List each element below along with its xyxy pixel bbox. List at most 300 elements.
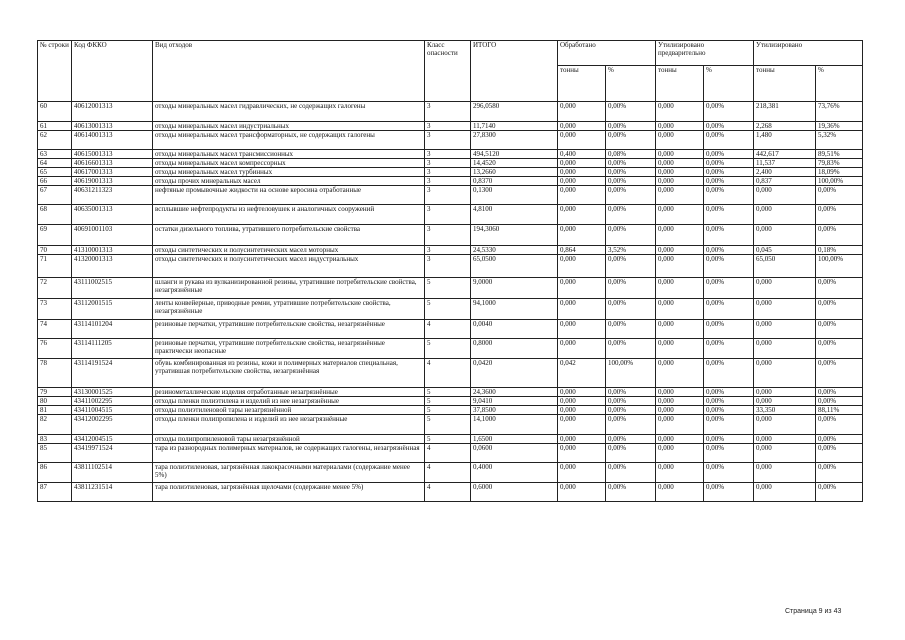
waste-type-cell: тара из разнородных полимерных материалов, не содержащих галогены, незагрязнённая [153,444,425,463]
row-number-cell: 64 [38,159,72,168]
fkko-code-cell: 40619001313 [72,177,153,186]
fkko-code-cell: 43411004515 [72,406,153,415]
table-row [38,483,863,502]
processed-percent-cell: 0,00% [606,444,656,463]
processed-percent-cell: 0,08% [606,150,656,159]
row-number-cell: 79 [38,388,72,397]
processed-tons-cell: 0,000 [558,102,606,122]
hazard-class-cell: 5 [425,339,471,359]
utilized-pre-percent-cell: 0,00% [704,246,754,255]
utilized-percent-cell: 100,00% [816,177,863,186]
utilized-percent-cell: 88,11% [816,406,863,415]
fkko-code-cell: 43114191524 [72,359,153,388]
col-header-code: Код ФККО [72,41,153,102]
hazard-class-cell: 4 [425,463,471,483]
waste-type-cell: нефтяные промывочные жидкости на основе керосина отработанные [153,186,425,205]
utilized-pre-tons-cell: 0,000 [656,159,704,168]
processed-tons-cell: 0,000 [558,463,606,483]
utilized-pre-percent-cell: 0,00% [704,463,754,483]
utilized-tons-cell: 0,000 [754,483,816,502]
processed-percent-cell: 0,00% [606,299,656,320]
processed-percent-cell: 0,00% [606,131,656,150]
processed-tons-cell: 0,000 [558,339,606,359]
processed-tons-cell: 0,000 [558,397,606,406]
utilized-pre-tons-cell: 0,000 [656,359,704,388]
waste-type-cell: отходы минеральных масел турбинных [153,168,425,177]
processed-tons-cell: 0,000 [558,388,606,397]
utilized-percent-cell: 0,00% [816,444,863,463]
hazard-class-cell: 3 [425,150,471,159]
total-cell: 0,0420 [471,359,558,388]
utilized-pre-percent-cell: 0,00% [704,159,754,168]
total-cell: 494,5120 [471,150,558,159]
utilized-tons-cell: 0,000 [754,320,816,339]
total-cell: 4,8100 [471,205,558,225]
utilized-tons-cell: 0,045 [754,246,816,255]
utilized-percent-cell: 0,00% [816,463,863,483]
fkko-code-cell: 40635001313 [72,205,153,225]
table-row [38,122,863,131]
table-row [38,388,863,397]
hazard-class-cell: 3 [425,205,471,225]
hazard-class-cell: 5 [425,299,471,320]
row-number-cell: 72 [38,278,72,299]
utilized-tons-cell: 0,000 [754,225,816,246]
waste-type-cell: отходы минеральных масел трансформаторных, не содержащих галогены [153,131,425,150]
processed-tons-cell: 0,000 [558,186,606,205]
processed-tons-cell: 0,000 [558,444,606,463]
processed-percent-cell: 0,00% [606,205,656,225]
waste-type-cell: отходы минеральных масел индустриальных [153,122,425,131]
processed-percent-cell: 0,00% [606,320,656,339]
utilized-pre-percent-cell: 0,00% [704,320,754,339]
table-header-row [38,41,863,66]
total-cell: 13,2660 [471,168,558,177]
utilized-tons-cell: 1,480 [754,131,816,150]
utilized-tons-cell: 65,050 [754,255,816,278]
waste-type-cell: отходы синтетических и полусинтетических масел индустриальных [153,255,425,278]
processed-percent-cell: 0,00% [606,397,656,406]
utilized-pre-percent-cell: 0,00% [704,177,754,186]
utilized-percent-cell: 0,00% [816,435,863,444]
hazard-class-cell: 3 [425,131,471,150]
utilized-tons-cell: 2,268 [754,122,816,131]
total-cell: 194,3060 [471,225,558,246]
row-number-cell: 82 [38,415,72,435]
total-cell: 14,1000 [471,415,558,435]
total-cell: 0,6000 [471,483,558,502]
table-row [38,225,863,246]
fkko-code-cell: 43811231514 [72,483,153,502]
utilized-pre-tons-cell: 0,000 [656,463,704,483]
total-cell: 94,1000 [471,299,558,320]
utilized-pre-percent-cell: 0,00% [704,278,754,299]
utilized-percent-cell: 73,76% [816,102,863,122]
utilized-percent-cell: 0,00% [816,278,863,299]
utilized-pre-percent-cell: 0,00% [704,205,754,225]
fkko-code-cell: 43114101204 [72,320,153,339]
utilized-pre-tons-cell: 0,000 [656,177,704,186]
col-header-no: № строки [38,41,72,102]
utilized-tons-cell: 0,000 [754,463,816,483]
total-cell: 0,0600 [471,444,558,463]
utilized-pre-tons-cell: 0,000 [656,205,704,225]
total-cell: 296,0580 [471,102,558,122]
utilized-percent-cell: 5,32% [816,131,863,150]
utilized-pre-percent-cell: 0,00% [704,299,754,320]
utilized-pre-percent-cell: 0,00% [704,406,754,415]
processed-percent-cell: 0,00% [606,415,656,435]
total-cell: 0,4000 [471,463,558,483]
col-header-utilized: Утилизировано [754,41,863,66]
row-number-cell: 73 [38,299,72,320]
processed-percent-cell: 0,00% [606,102,656,122]
table-row [38,159,863,168]
utilized-pre-tons-cell: 0,000 [656,225,704,246]
utilized-percent-cell: 0,00% [816,483,863,502]
processed-tons-cell: 0,400 [558,150,606,159]
utilized-percent-cell: 0,00% [816,397,863,406]
waste-type-cell: резиновые перчатки, утратившие потребительские свойства, незагрязнённые практически неопасные [153,339,425,359]
fkko-code-cell: 40612001313 [72,102,153,122]
table-row [38,255,863,278]
table-row [38,168,863,177]
subheader-tons: тонны [656,66,704,102]
processed-percent-cell: 0,00% [606,159,656,168]
waste-type-cell: отходы минеральных масел компрессорных [153,159,425,168]
processed-tons-cell: 0,000 [558,435,606,444]
table-row [38,444,863,463]
table-row [38,246,863,255]
hazard-class-cell: 3 [425,246,471,255]
utilized-tons-cell: 0,000 [754,444,816,463]
utilized-pre-tons-cell: 0,000 [656,339,704,359]
processed-percent-cell: 0,00% [606,186,656,205]
waste-type-cell: всплывшие нефтепродукты из нефтеловушек и аналогичных сооружений [153,205,425,225]
hazard-class-cell: 5 [425,406,471,415]
utilized-pre-tons-cell: 0,000 [656,278,704,299]
processed-tons-cell: 0,000 [558,122,606,131]
processed-percent-cell: 3,52% [606,246,656,255]
processed-percent-cell: 0,00% [606,339,656,359]
utilized-pre-percent-cell: 0,00% [704,359,754,388]
subheader-tons: тонны [754,66,816,102]
total-cell: 27,8300 [471,131,558,150]
waste-type-cell: отходы минеральных масел гидравлических, не содержащих галогены [153,102,425,122]
waste-type-cell: отходы прочих минеральных масел [153,177,425,186]
waste-table [37,40,863,502]
col-header-processed: Обработано [558,41,656,66]
fkko-code-cell: 43811102514 [72,463,153,483]
utilized-percent-cell: 19,36% [816,122,863,131]
subheader-percent: % [816,66,863,102]
row-number-cell: 83 [38,435,72,444]
table-row [38,177,863,186]
row-number-cell: 85 [38,444,72,463]
total-cell: 0,1300 [471,186,558,205]
processed-percent-cell: 0,00% [606,168,656,177]
utilized-percent-cell: 0,00% [816,186,863,205]
utilized-tons-cell: 0,000 [754,415,816,435]
col-header-utilized-pre: Утилизировано предварительно [656,41,754,66]
utilized-pre-percent-cell: 0,00% [704,397,754,406]
utilized-pre-tons-cell: 0,000 [656,397,704,406]
utilized-percent-cell: 89,51% [816,150,863,159]
hazard-class-cell: 3 [425,225,471,246]
table-row [38,406,863,415]
hazard-class-cell: 3 [425,177,471,186]
utilized-pre-tons-cell: 0,000 [656,435,704,444]
utilized-tons-cell: 0,000 [754,299,816,320]
waste-type-cell: шланги и рукава из вулканизированной резины, утратившие потребительские свойства, незагрязнённые [153,278,425,299]
processed-tons-cell: 0,000 [558,159,606,168]
waste-type-cell: отходы синтетических и полусинтетических масел моторных [153,246,425,255]
total-cell: 0,8370 [471,177,558,186]
row-number-cell: 62 [38,131,72,150]
utilized-percent-cell: 18,09% [816,168,863,177]
hazard-class-cell: 4 [425,359,471,388]
col-header-total: ИТОГО [471,41,558,102]
hazard-class-cell: 5 [425,388,471,397]
waste-type-cell: отходы пленки полиэтилена и изделий из нее незагрязнённые [153,397,425,406]
total-cell: 14,4520 [471,159,558,168]
table-row [38,205,863,225]
hazard-class-cell: 3 [425,186,471,205]
utilized-tons-cell: 0,000 [754,435,816,444]
utilized-percent-cell: 0,18% [816,246,863,255]
utilized-pre-tons-cell: 0,000 [656,131,704,150]
waste-type-cell: отходы минеральных масел трансмиссионных [153,150,425,159]
fkko-code-cell: 43419971524 [72,444,153,463]
fkko-code-cell: 40615001313 [72,150,153,159]
col-header-class: Класс опасности [425,41,471,102]
total-cell: 24,5330 [471,246,558,255]
row-number-cell: 71 [38,255,72,278]
processed-tons-cell: 0,042 [558,359,606,388]
utilized-tons-cell: 0,000 [754,186,816,205]
hazard-class-cell: 4 [425,444,471,463]
processed-percent-cell: 0,00% [606,278,656,299]
processed-tons-cell: 0,000 [558,483,606,502]
fkko-code-cell: 41320001313 [72,255,153,278]
utilized-pre-tons-cell: 0,000 [656,255,704,278]
fkko-code-cell: 43412002295 [72,415,153,435]
subheader-tons: тонны [558,66,606,102]
utilized-pre-percent-cell: 0,00% [704,150,754,159]
processed-tons-cell: 0,000 [558,415,606,435]
utilized-pre-percent-cell: 0,00% [704,131,754,150]
total-cell: 9,0410 [471,397,558,406]
utilized-percent-cell: 0,00% [816,299,863,320]
hazard-class-cell: 5 [425,397,471,406]
hazard-class-cell: 5 [425,278,471,299]
fkko-code-cell: 43114111205 [72,339,153,359]
processed-tons-cell: 0,000 [558,320,606,339]
row-number-cell: 60 [38,102,72,122]
table-row [38,186,863,205]
utilized-pre-tons-cell: 0,000 [656,299,704,320]
row-number-cell: 61 [38,122,72,131]
waste-type-cell: резиновые перчатки, утратившие потребительские свойства, незагрязнённые [153,320,425,339]
utilized-tons-cell: 0,000 [754,359,816,388]
row-number-cell: 69 [38,225,72,246]
waste-type-cell: отходы полиэтиленовой тары незагрязнённой [153,406,425,415]
utilized-pre-tons-cell: 0,000 [656,415,704,435]
subheader-percent: % [606,66,656,102]
fkko-code-cell: 43111002515 [72,278,153,299]
processed-percent-cell: 0,00% [606,463,656,483]
row-number-cell: 68 [38,205,72,225]
processed-tons-cell: 0,000 [558,255,606,278]
utilized-tons-cell: 2,400 [754,168,816,177]
table-row [38,339,863,359]
total-cell: 0,8000 [471,339,558,359]
utilized-pre-percent-cell: 0,00% [704,483,754,502]
processed-tons-cell: 0,000 [558,168,606,177]
processed-percent-cell: 0,00% [606,122,656,131]
processed-tons-cell: 0,864 [558,246,606,255]
waste-type-cell: обувь комбинированная из резины, кожи и полимерных материалов специальная, утратившая потребительские свойства, незагрязнённая [153,359,425,388]
utilized-tons-cell: 0,000 [754,397,816,406]
fkko-code-cell: 43130001525 [72,388,153,397]
hazard-class-cell: 3 [425,255,471,278]
subheader-percent: % [704,66,754,102]
row-number-cell: 70 [38,246,72,255]
row-number-cell: 87 [38,483,72,502]
processed-percent-cell: 0,00% [606,406,656,415]
processed-percent-cell: 0,00% [606,177,656,186]
utilized-tons-cell: 0,837 [754,177,816,186]
table-row [38,463,863,483]
fkko-code-cell: 40613001313 [72,122,153,131]
table-row [38,435,863,444]
page-number: Страница 9 из 43 [785,608,842,615]
row-number-cell: 65 [38,168,72,177]
hazard-class-cell: 4 [425,483,471,502]
utilized-pre-tons-cell: 0,000 [656,102,704,122]
total-cell: 11,7140 [471,122,558,131]
processed-tons-cell: 0,000 [558,299,606,320]
total-cell: 1,6500 [471,435,558,444]
utilized-tons-cell: 0,000 [754,388,816,397]
row-number-cell: 63 [38,150,72,159]
hazard-class-cell: 3 [425,159,471,168]
row-number-cell: 74 [38,320,72,339]
hazard-class-cell: 3 [425,168,471,177]
row-number-cell: 67 [38,186,72,205]
row-number-cell: 80 [38,397,72,406]
processed-percent-cell: 100,00% [606,359,656,388]
utilized-percent-cell: 79,83% [816,159,863,168]
hazard-class-cell: 5 [425,415,471,435]
processed-tons-cell: 0,000 [558,131,606,150]
row-number-cell: 86 [38,463,72,483]
table-row [38,150,863,159]
processed-tons-cell: 0,000 [558,278,606,299]
processed-tons-cell: 0,000 [558,177,606,186]
utilized-pre-percent-cell: 0,00% [704,168,754,177]
processed-percent-cell: 0,00% [606,388,656,397]
utilized-pre-percent-cell: 0,00% [704,435,754,444]
hazard-class-cell: 3 [425,102,471,122]
row-number-cell: 78 [38,359,72,388]
utilized-pre-tons-cell: 0,000 [656,483,704,502]
utilized-tons-cell: 218,381 [754,102,816,122]
total-cell: 24,3600 [471,388,558,397]
waste-type-cell: остатки дизельного топлива, утратившего потребительские свойства [153,225,425,246]
utilized-pre-tons-cell: 0,000 [656,320,704,339]
hazard-class-cell: 4 [425,320,471,339]
fkko-code-cell: 40631211323 [72,186,153,205]
processed-percent-cell: 0,00% [606,225,656,246]
table-row [38,415,863,435]
utilized-tons-cell: 0,000 [754,339,816,359]
fkko-code-cell: 40614001313 [72,131,153,150]
utilized-pre-tons-cell: 0,000 [656,186,704,205]
utilized-pre-tons-cell: 0,000 [656,150,704,159]
utilized-pre-percent-cell: 0,00% [704,415,754,435]
utilized-pre-percent-cell: 0,00% [704,186,754,205]
processed-tons-cell: 0,000 [558,406,606,415]
utilized-percent-cell: 100,00% [816,255,863,278]
waste-type-cell: ленты конвейерные, приводные ремни, утратившие потребительские свойства, незагрязнённые [153,299,425,320]
utilized-pre-percent-cell: 0,00% [704,388,754,397]
utilized-percent-cell: 0,00% [816,388,863,397]
processed-tons-cell: 0,000 [558,205,606,225]
table-body [38,102,863,502]
utilized-percent-cell: 0,00% [816,205,863,225]
fkko-code-cell: 40617001313 [72,168,153,177]
utilized-percent-cell: 0,00% [816,359,863,388]
total-cell: 65,0500 [471,255,558,278]
utilized-pre-tons-cell: 0,000 [656,168,704,177]
processed-tons-cell: 0,000 [558,225,606,246]
table-row [38,278,863,299]
utilized-tons-cell: 0,000 [754,205,816,225]
fkko-code-cell: 43412004515 [72,435,153,444]
utilized-tons-cell: 0,000 [754,278,816,299]
processed-percent-cell: 0,00% [606,255,656,278]
utilized-tons-cell: 442,617 [754,150,816,159]
fkko-code-cell: 43112001515 [72,299,153,320]
hazard-class-cell: 3 [425,122,471,131]
col-header-name: Вид отходов [153,41,425,102]
hazard-class-cell: 5 [425,435,471,444]
waste-type-cell: тара полиэтиленовая, загрязнённая лакокрасочными материалами (содержание менее 5%) [153,463,425,483]
table-row [38,299,863,320]
table-row [38,397,863,406]
utilized-percent-cell: 0,00% [816,225,863,246]
fkko-code-cell: 43411002295 [72,397,153,406]
utilized-tons-cell: 33,350 [754,406,816,415]
utilized-pre-tons-cell: 0,000 [656,444,704,463]
utilized-percent-cell: 0,00% [816,415,863,435]
waste-type-cell: резинометаллические изделия отработанные незагрязнённые [153,388,425,397]
utilized-pre-percent-cell: 0,00% [704,255,754,278]
utilized-pre-tons-cell: 0,000 [656,246,704,255]
table-row [38,102,863,122]
utilized-pre-tons-cell: 0,000 [656,406,704,415]
utilized-pre-tons-cell: 0,000 [656,122,704,131]
table-row [38,359,863,388]
processed-percent-cell: 0,00% [606,435,656,444]
utilized-pre-percent-cell: 0,00% [704,225,754,246]
utilized-pre-percent-cell: 0,00% [704,339,754,359]
waste-type-cell: отходы пленки полипропилена и изделий из нее незагрязнённые [153,415,425,435]
utilized-pre-percent-cell: 0,00% [704,122,754,131]
utilized-percent-cell: 0,00% [816,339,863,359]
utilized-tons-cell: 11,537 [754,159,816,168]
